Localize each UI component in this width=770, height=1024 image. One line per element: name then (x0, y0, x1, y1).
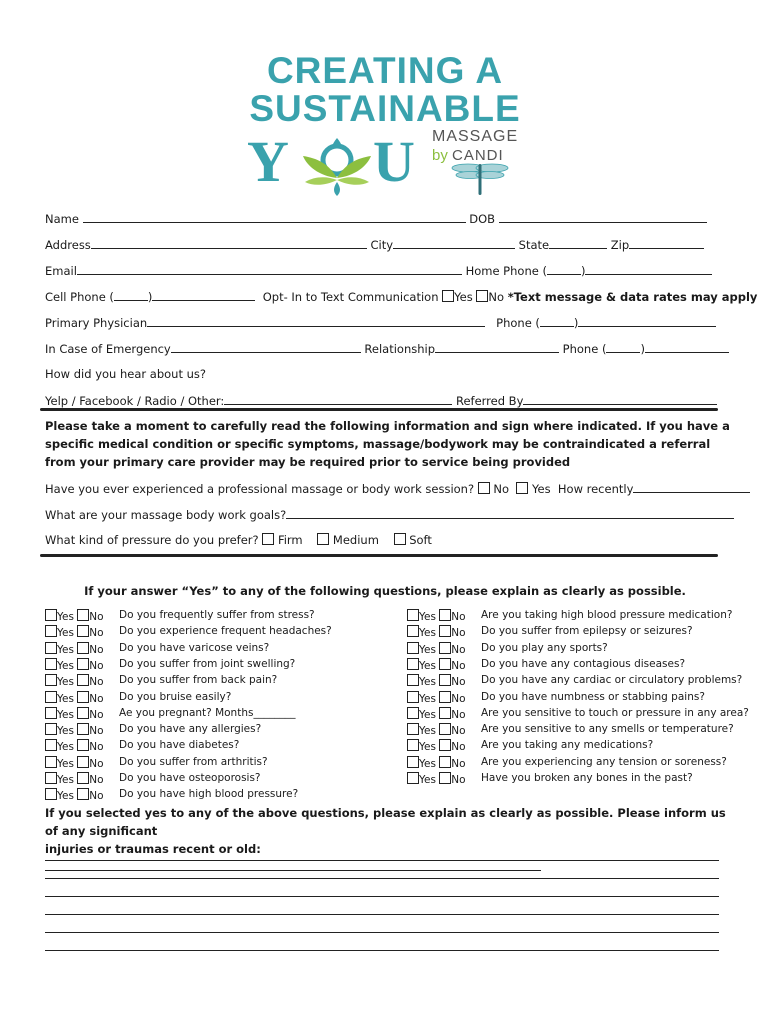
question-text: Do you suffer from arthritis? (119, 755, 268, 768)
no-checkbox[interactable] (77, 756, 89, 768)
question-row (407, 674, 743, 689)
row-experience (45, 481, 750, 496)
row-address (45, 237, 704, 252)
recently-field[interactable] (633, 481, 750, 493)
yes-label: Yes (57, 774, 74, 786)
experience-yes-checkbox[interactable] (516, 482, 528, 494)
explain-heading (45, 804, 735, 876)
cell-phone-area-field[interactable] (114, 289, 148, 301)
name-field[interactable] (83, 211, 466, 223)
no-checkbox[interactable] (439, 739, 451, 751)
yes-checkbox[interactable] (407, 772, 419, 784)
yes-checkbox[interactable] (45, 658, 57, 670)
city-label: City (370, 238, 394, 252)
no-checkbox[interactable] (439, 625, 451, 637)
no-label: No (89, 774, 104, 786)
question-text: Do you frequently suffer from stress? (119, 609, 315, 621)
yes-checkbox[interactable] (45, 642, 57, 654)
yes-label: Yes (419, 627, 436, 640)
no-checkbox[interactable] (439, 609, 451, 621)
yes-checkbox[interactable] (407, 642, 419, 654)
referred-by-label: Referred By (455, 394, 524, 408)
opt-in-label: Opt- In to Text Communication (262, 290, 439, 304)
yes-label: Yes (57, 708, 74, 721)
row-pressure (45, 533, 432, 547)
yes-checkbox[interactable] (45, 625, 57, 637)
yes-checkbox[interactable] (45, 756, 57, 768)
lotus-icon (297, 130, 377, 200)
question-text: Do you have any cardiac or circulatory problems? (481, 674, 743, 687)
home-phone-area-field[interactable] (547, 263, 581, 275)
experience-question: Have you ever experienced a professional massage or body work session? (45, 482, 475, 496)
divider-middle (40, 554, 718, 557)
question-text: Do you have diabetes? (119, 739, 240, 752)
name-label: Name (45, 212, 79, 226)
question-text: Have you broken any bones in the past? (481, 772, 693, 784)
emergency-phone-field[interactable] (645, 341, 729, 353)
yes-label: Yes (419, 676, 436, 689)
pressure-medium-label: Medium (332, 533, 379, 547)
no-checkbox[interactable] (77, 723, 89, 735)
pressure-soft-checkbox[interactable] (394, 533, 406, 545)
question-row (45, 772, 261, 787)
question-row (45, 788, 299, 803)
no-label: No (89, 643, 104, 656)
yes-label: Yes (419, 692, 436, 705)
address-label: Address (45, 238, 91, 252)
question-row (407, 609, 733, 624)
question-text: Do you suffer from joint swelling? (119, 657, 296, 670)
goals-label: What are your massage body work goals? (45, 508, 287, 522)
yes-checkbox[interactable] (45, 609, 57, 621)
explain-line[interactable] (45, 860, 719, 861)
experience-yes-label: Yes (532, 482, 551, 496)
no-checkbox[interactable] (77, 788, 89, 800)
no-checkbox[interactable] (77, 658, 89, 670)
dob-field[interactable] (499, 211, 707, 223)
no-checkbox[interactable] (77, 691, 89, 703)
question-row (407, 723, 734, 738)
no-checkbox[interactable] (439, 723, 451, 735)
goals-field[interactable] (286, 507, 734, 519)
question-row (45, 690, 232, 706)
no-checkbox[interactable] (439, 642, 451, 654)
question-row (407, 641, 608, 657)
no-label: No (89, 692, 104, 705)
no-checkbox[interactable] (77, 609, 89, 621)
question-text: Ae you pregnant? Months________ (119, 706, 296, 719)
explain-line[interactable] (45, 932, 719, 933)
yes-checkbox[interactable] (407, 625, 419, 637)
no-checkbox[interactable] (439, 674, 451, 686)
opt-in-no-label: No (488, 290, 505, 304)
notice-paragraph: Please take a moment to carefully read the following information and sign where indicated. If you have a specific medical condition or specific symptoms, massage/bodywork may be contraindicated a referral from your primary care provider may be required prior to service being provided (45, 419, 730, 469)
referred-by-field[interactable] (523, 393, 717, 405)
yes-checkbox[interactable] (45, 772, 57, 784)
row-sources (45, 393, 717, 408)
physician-phone-area-field[interactable] (540, 315, 574, 327)
dragonfly-icon (450, 160, 510, 196)
yes-label: Yes (57, 790, 74, 803)
cell-phone-label: Cell Phone ( (45, 290, 114, 304)
question-row (407, 625, 693, 640)
no-label: No (451, 757, 466, 770)
yes-checkbox[interactable] (45, 707, 57, 719)
logo-by: by (432, 147, 448, 164)
yes-label: Yes (57, 676, 74, 689)
question-row (407, 739, 654, 754)
logo-line2: SUSTAINABLE (249, 88, 521, 129)
emergency-field[interactable] (171, 341, 361, 353)
city-field[interactable] (393, 237, 515, 249)
question-text: Do you have high blood pressure? (119, 788, 299, 801)
yes-label: Yes (419, 659, 436, 672)
pressure-medium-checkbox[interactable] (317, 533, 329, 545)
no-checkbox[interactable] (77, 739, 89, 751)
yes-label: Yes (419, 611, 436, 623)
yes-checkbox[interactable] (407, 658, 419, 670)
no-checkbox[interactable] (439, 707, 451, 719)
opt-in-yes-checkbox[interactable] (442, 290, 454, 302)
question-row (407, 755, 727, 771)
physician-phone-field[interactable] (578, 315, 716, 327)
divider-top (40, 408, 718, 411)
recently-label: How recently (557, 482, 634, 496)
no-checkbox[interactable] (439, 658, 451, 670)
yes-checkbox[interactable] (407, 723, 419, 735)
row-emergency (45, 341, 729, 356)
no-label: No (451, 643, 466, 656)
question-row (45, 609, 315, 624)
experience-no-checkbox[interactable] (478, 482, 490, 494)
question-text: Are you experiencing any tension or soreness? (481, 755, 727, 768)
row-cell (45, 289, 757, 304)
no-label: No (451, 676, 466, 689)
question-text: Do you have numbness or stabbing pains? (481, 690, 705, 703)
brand-logo (245, 48, 535, 198)
home-phone-label: Home Phone ( (465, 264, 547, 278)
yes-checkbox[interactable] (45, 691, 57, 703)
no-label: No (89, 757, 104, 770)
physician-phone-label: Phone ( (496, 316, 540, 330)
row-hear-about (45, 367, 206, 381)
pressure-firm-label: Firm (277, 533, 303, 547)
no-label: No (89, 611, 104, 623)
no-label: No (451, 611, 466, 623)
question-row (45, 657, 296, 673)
question-text: Are you taking any medications? (481, 739, 654, 752)
row-goals (45, 507, 734, 522)
explain-line[interactable] (45, 950, 719, 951)
yes-label: Yes (57, 692, 74, 705)
yes-label: Yes (57, 643, 74, 656)
no-label: No (451, 741, 466, 754)
yes-label: Yes (419, 708, 436, 721)
explain-line2: injuries or traumas recent or old: (45, 842, 261, 856)
address-field[interactable] (91, 237, 367, 249)
no-label: No (89, 676, 104, 689)
yes-checkbox[interactable] (407, 691, 419, 703)
no-label: No (89, 659, 104, 672)
emergency-phone-area-field[interactable] (606, 341, 640, 353)
yes-label: Yes (57, 627, 74, 640)
question-row (45, 739, 240, 754)
home-phone-paren: ) (580, 264, 586, 278)
no-checkbox[interactable] (439, 756, 451, 768)
logo-candi: CANDI (452, 147, 504, 164)
yes-checkbox[interactable] (45, 674, 57, 686)
logo-letter-y: Y (247, 129, 289, 194)
emergency-label: In Case of Emergency (45, 342, 171, 356)
pressure-soft-label: Soft (409, 533, 432, 547)
question-text: Do you suffer from back pain? (119, 674, 278, 687)
questions-heading: If your answer “Yes” to any of the following questions, please explain as clearly as possible. (84, 584, 686, 598)
yes-checkbox[interactable] (407, 739, 419, 751)
experience-no-label: No (493, 482, 510, 496)
yes-checkbox[interactable] (45, 788, 57, 800)
question-text: Do you play any sports? (481, 641, 608, 654)
row-physician (45, 315, 716, 330)
home-phone-field[interactable] (585, 263, 712, 275)
sources-other-field[interactable] (224, 393, 452, 405)
no-checkbox[interactable] (77, 707, 89, 719)
logo-massage: MASSAGE (432, 128, 519, 145)
no-label: No (89, 790, 104, 803)
yes-label: Yes (419, 643, 436, 656)
state-label: State (518, 238, 550, 252)
question-row (45, 723, 262, 738)
explain-line[interactable] (45, 896, 719, 897)
question-row (407, 690, 705, 706)
no-label: No (451, 774, 466, 786)
hear-about-label: How did you hear about us? (45, 367, 206, 381)
question-text: Do you experience frequent headaches? (119, 625, 332, 638)
question-row (45, 706, 296, 722)
question-text: Do you have varicose veins? (119, 641, 270, 654)
yes-checkbox[interactable] (45, 739, 57, 751)
question-text: Do you have any allergies? (119, 723, 262, 736)
no-label: No (451, 692, 466, 705)
state-field[interactable] (549, 237, 607, 249)
text-rates-note: *Text message & data rates may apply (507, 290, 758, 304)
explain-line[interactable] (45, 914, 719, 915)
yes-label: Yes (57, 659, 74, 672)
yes-label: Yes (419, 725, 436, 738)
email-label: Email (45, 264, 77, 278)
physician-label: Primary Physician (45, 316, 148, 330)
question-text: Are you sensitive to any smells or temperature? (481, 723, 734, 736)
no-checkbox[interactable] (439, 691, 451, 703)
yes-label: Yes (419, 757, 436, 770)
yes-label: Yes (57, 611, 74, 623)
question-row (45, 755, 268, 771)
no-label: No (89, 725, 104, 738)
yes-label: Yes (419, 741, 436, 754)
opt-in-no-checkbox[interactable] (476, 290, 488, 302)
no-checkbox[interactable] (77, 674, 89, 686)
no-label: No (451, 659, 466, 672)
no-label: No (451, 725, 466, 738)
question-row (407, 772, 693, 787)
row-name (45, 211, 707, 226)
no-checkbox[interactable] (77, 772, 89, 784)
opt-in-yes-label: Yes (454, 290, 473, 304)
cell-phone-paren: ) (147, 290, 153, 304)
yes-label: Yes (419, 774, 436, 786)
no-label: No (89, 741, 104, 754)
question-row (45, 625, 332, 640)
yes-checkbox[interactable] (407, 707, 419, 719)
logo-letter-u: U (373, 129, 415, 194)
question-text: Are you sensitive to touch or pressure in any area? (481, 706, 749, 719)
yes-label: Yes (57, 725, 74, 738)
question-row (45, 674, 278, 689)
question-text: Are you taking high blood pressure medication? (481, 609, 733, 621)
question-text: Do you suffer from epilepsy or seizures? (481, 625, 693, 638)
yes-label: Yes (57, 757, 74, 770)
yes-checkbox[interactable] (407, 756, 419, 768)
emergency-phone-paren: ) (640, 342, 645, 356)
no-checkbox[interactable] (77, 625, 89, 637)
pressure-firm-checkbox[interactable] (262, 533, 274, 545)
email-field[interactable] (77, 263, 462, 275)
no-checkbox[interactable] (439, 772, 451, 784)
question-text: Do you have osteoporosis? (119, 772, 261, 784)
physician-phone-paren: ) (573, 316, 579, 330)
logo-line1: CREATING A (266, 50, 504, 91)
yes-label: Yes (57, 741, 74, 754)
dob-label: DOB (469, 212, 496, 226)
zip-field[interactable] (629, 237, 704, 249)
relationship-label: Relationship (364, 342, 436, 356)
zip-label: Zip (610, 238, 630, 252)
explain-line[interactable] (45, 878, 719, 879)
cell-phone-field[interactable] (152, 289, 255, 301)
question-row (407, 706, 749, 722)
question-text: Do you have any contagious diseases? (481, 657, 686, 670)
question-text: Do you bruise easily? (119, 690, 232, 703)
no-label: No (451, 708, 466, 721)
no-label: No (89, 708, 104, 721)
explain-line1: If you selected yes to any of the above questions, please explain as clearly as possible. Please inform us of any significant (45, 806, 726, 838)
sources-label: Yelp / Facebook / Radio / Other: (45, 394, 225, 408)
physician-field[interactable] (147, 315, 485, 327)
question-row (407, 657, 686, 673)
yes-checkbox[interactable] (407, 674, 419, 686)
no-label: No (89, 627, 104, 640)
relationship-field[interactable] (435, 341, 559, 353)
yes-checkbox[interactable] (45, 723, 57, 735)
question-row (45, 641, 270, 657)
emergency-phone-label: Phone ( (562, 342, 607, 356)
no-label: No (451, 627, 466, 640)
no-checkbox[interactable] (77, 642, 89, 654)
pressure-question: What kind of pressure do you prefer? (45, 533, 259, 547)
row-email (45, 263, 712, 278)
yes-checkbox[interactable] (407, 609, 419, 621)
